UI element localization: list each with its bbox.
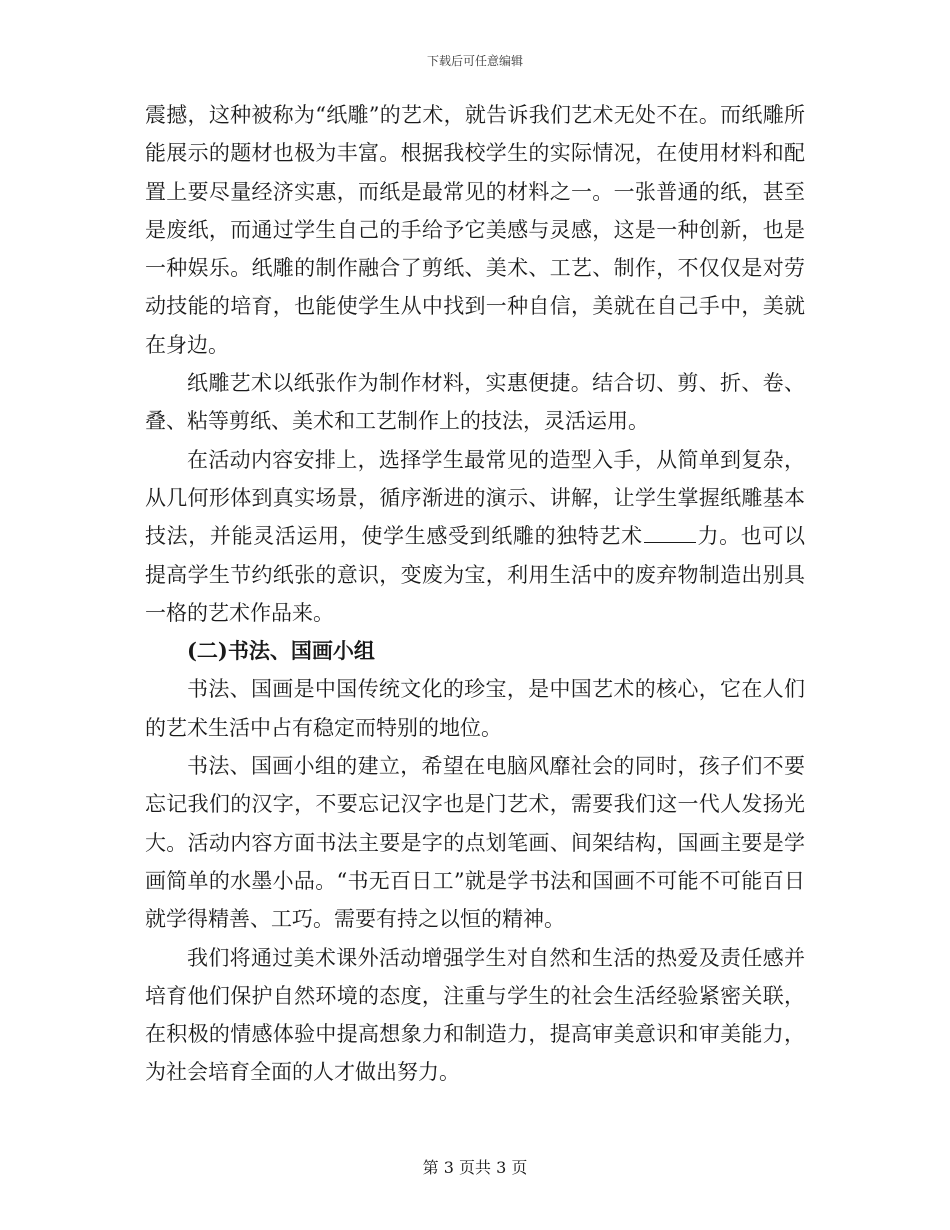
page-header: 下载后可任意编辑 — [426, 54, 523, 68]
paragraph-calligraphy-group: 书法、国画小组的建立，希望在电脑风靡社会的同时，孩子们不要忘记我们的汉字，不要忘记汉字也是门艺术，需要我们这一代人发扬光大。活动内容方面书法主要是字的点划笔画、间架结构，国画主要是学画简单的水墨小品。“书无百日工”就是学书法和国画不可能不可能百日就学得精善、工巧。需要有持之以恒的精神。 — [145, 754, 805, 932]
document-body — [145, 96, 805, 1092]
paragraph-calligraphy-importance: 书法、国画是中国传统文化的珍宝，是中国艺术的核心，它在人们的艺术生活中占有稳定而特别的地位。 — [145, 677, 805, 740]
paragraph-paper-sculpture-intro: 震撼，这种被称为“纸雕”的艺术，就告诉我们艺术无处不在。而纸雕所能展示的题材也极为丰富。根据我校学生的实际情况，在使用材料和配置上要尽量经济实惠，而纸是最常见的材料之一。一张普通的纸，甚至是废纸，而通过学生自己的手给予它美感与灵感，这是一种创新，也是一种娱乐。纸雕的制作融合了剪纸、美术、工艺、制作，不仅仅是对劳动技能的培育，也能使学生从中找到一种自信，美就在自己手中，美就在身边。 — [145, 103, 805, 357]
paragraph-activity-arrangement — [145, 441, 805, 632]
section-heading-calligraphy: (二)书法、国画小组 — [187, 638, 375, 664]
paragraph-paper-sculpture-materials: 纸雕艺术以纸张作为制作材料，实惠便捷。结合切、剪、折、卷、叠、粘等剪纸、美术和工艺制作上的技法，灵活运用。 — [145, 371, 805, 434]
paragraph-conclusion: 我们将通过美术课外活动增强学生对自然和生活的热爱及责任感并培育他们保护自然环境的态度，注重与学生的社会生活经验紧密关联，在积极的情感体验中提高想象力和制造力，提高审美意识和审美能力，为社会培育全面的人才做出努力。 — [145, 945, 805, 1085]
fill-in-blank — [644, 541, 696, 543]
paragraph-text-before-blank: 在活动内容安排上，选择学生最常见的造型入手，从简单到复杂，从几何形体到真实场景，循序渐进的演示、讲解，让学生掌握纸雕基本技法，并能灵活运用，使学生感受到纸雕的独特艺术 — [145, 447, 805, 549]
paragraph-text-after-blank: 力。也可以提高学生节约纸张的意识，变废为宝，利用生活中的废弃物制造出别具一格的艺术作品来。 — [145, 524, 806, 625]
page-number: 第 3 页共 3 页 — [422, 1158, 528, 1177]
